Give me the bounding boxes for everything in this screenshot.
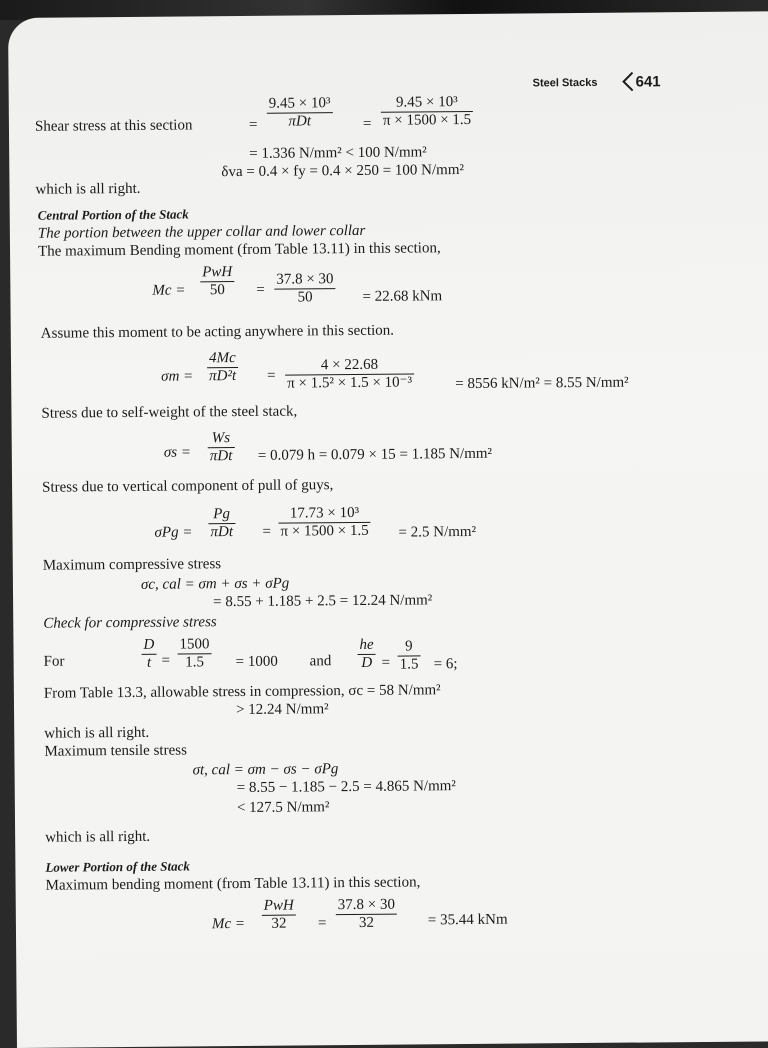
all-right-3: which is all right. xyxy=(45,828,151,846)
sm-fraction-2: $\frac{4 \times 22.68}{\text{π × 1.5² × 1.5 × 10⁻³}}$ xyxy=(285,356,414,392)
eq-sign: = xyxy=(267,367,276,384)
page-number: 641 xyxy=(635,73,661,91)
eq-sign: = xyxy=(161,652,171,669)
max-bending-text-2: Maximum bending moment (from Table 13.11) in this section, xyxy=(45,874,421,894)
eq-sign: = xyxy=(381,654,391,671)
chevron-left-icon xyxy=(620,71,634,93)
lower-heading: Lower Portion of the Stack xyxy=(45,858,190,875)
mc2-fraction: PwH 32 xyxy=(262,898,296,933)
st-cal-result: = 8.55 − 1.185 − 2.5 = 4.865 N/mm² xyxy=(236,778,456,797)
spg-lhs: σPg = xyxy=(154,524,193,541)
running-title: Steel Stacks xyxy=(532,76,598,90)
hd-fraction: $\frac{he}{D}$ xyxy=(357,637,375,672)
spg-fraction-2: $\frac{\text{17.73 × 10³}}{\pi \times 1500 \times 1.5}$ xyxy=(278,505,371,541)
ss-lhs: σs = xyxy=(163,444,191,461)
hd-fraction-2: $\frac{9}{1.5}$ xyxy=(397,638,420,673)
sm-fraction: $\frac{4Mc}{\text{πD²t}}$ xyxy=(207,350,238,385)
eq-sign: = xyxy=(262,523,272,540)
ss-result: = 0.079 h = 0.079 × 15 = 1.185 N/mm² xyxy=(257,445,493,464)
all-right-2: which is all right. xyxy=(44,724,150,742)
sc-cal-eq: σc, cal = σm + σs + σPg xyxy=(140,575,290,593)
sc-cal-result: = 8.55 + 1.185 + 2.5 = 12.24 N/mm² xyxy=(213,592,433,611)
sm-result: = 8556 kN/m² = 8.55 N/mm² xyxy=(455,374,629,393)
hd-result: = 6; xyxy=(433,656,458,673)
max-bending-text-1: The maximum Bending moment (from Table 13.11) in this section, xyxy=(37,240,441,260)
delta-va: δva = 0.4 × fy = 0.4 × 250 = 100 N/mm² xyxy=(221,162,465,181)
spg-result: = 2.5 N/mm² xyxy=(398,523,477,541)
max-tensile-text: Maximum tensile stress xyxy=(44,742,187,760)
eq-sign: = xyxy=(362,115,372,132)
mc2-result: = 35.44 kNm xyxy=(427,911,508,929)
central-heading: Central Portion of the Stack xyxy=(37,206,189,223)
sm-lhs: σm = xyxy=(161,368,194,385)
mc2-lhs: Mc = xyxy=(211,915,246,933)
and-label: and xyxy=(309,653,332,670)
mc1-fraction-2: $\frac{37.8 \times 30}{50}$ xyxy=(274,271,336,307)
check-compressive-heading: Check for compressive stress xyxy=(43,614,217,632)
mc1-lhs: Mc = xyxy=(152,282,186,299)
lt-result: < 127.5 N/mm² xyxy=(236,799,330,817)
shear-result: = 1.336 N/mm² < 100 N/mm² xyxy=(249,144,427,162)
eq-sign: = xyxy=(256,281,265,298)
st-cal-eq: σt, cal = σm − σs − σPg xyxy=(192,761,339,779)
spg-fraction: Pg πDt xyxy=(208,506,235,541)
dt-fraction: $\frac{D}{t}$ xyxy=(141,637,156,672)
gt-result: > 12.24 N/mm² xyxy=(235,701,329,719)
for-label: For xyxy=(43,653,65,670)
self-weight-text: Stress due to self-weight of the steel stack, xyxy=(41,403,298,422)
mc1-result: = 22.68 kNm xyxy=(362,288,443,305)
table-13-3-text: From Table 13.3, allowable stress in compression, σc = 58 N/mm² xyxy=(43,682,441,702)
eq-sign: = xyxy=(248,116,258,133)
max-compressive-text: Maximum compressive stress xyxy=(42,556,222,574)
assume-text: Assume this moment to be acting anywhere in this section. xyxy=(40,322,395,342)
eq-sign: = xyxy=(317,915,327,932)
shear-fraction-2: $\frac{\text{9.45 × 10³}}{\pi \times 1500 \times 1.5}$ xyxy=(381,94,474,130)
central-subheading: The portion between the upper collar and lower collar xyxy=(37,222,366,242)
dt-result: = 1000 xyxy=(235,653,278,671)
mc1-fraction: PwH 50 xyxy=(200,264,234,299)
mc2-fraction-2: $\frac{37.8 \times 30}{32}$ xyxy=(336,897,398,933)
all-right-1: which is all right. xyxy=(35,180,141,198)
shear-label: Shear stress at this section xyxy=(34,117,193,135)
dt-fraction-2: $\frac{1500}{1.5}$ xyxy=(177,636,211,671)
ss-fraction: Ws πDt xyxy=(208,430,235,465)
book-page xyxy=(8,11,768,1048)
vertical-component-text: Stress due to vertical component of pull of guys, xyxy=(42,477,334,496)
shear-fraction-1: 9.45 × 10³ πDt xyxy=(267,95,333,131)
